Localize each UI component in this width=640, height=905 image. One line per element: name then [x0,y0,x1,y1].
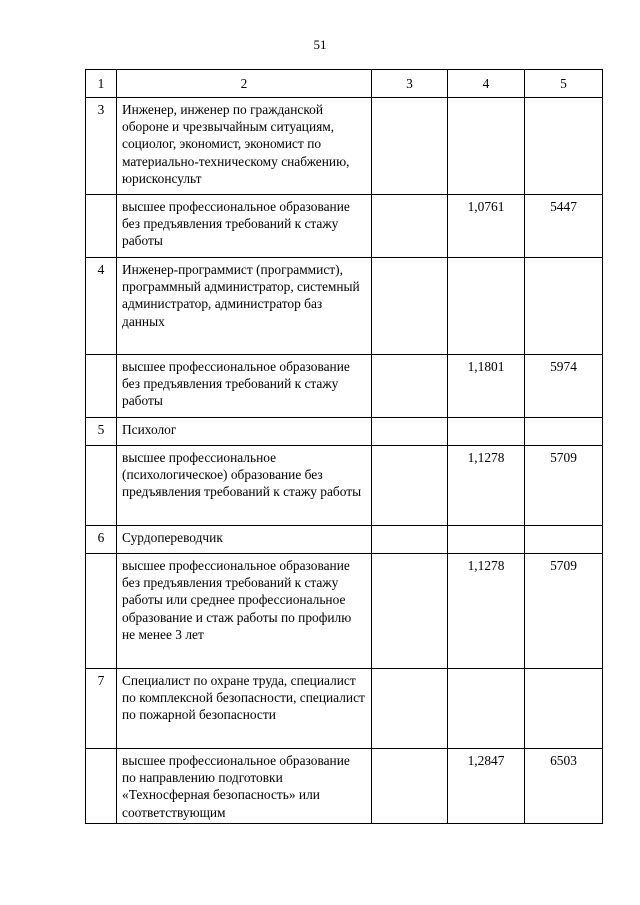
row-col3-cell [372,355,448,418]
row-col3-cell [372,195,448,258]
table-header-row [86,70,603,98]
row-description-cell: высшее профессиональное образование без предъявления требований к стажу работы [117,355,372,418]
row-salary-cell [525,526,603,554]
row-salary-cell [525,418,603,446]
row-salary-cell: 5974 [525,355,603,418]
row-col3-cell [372,258,448,355]
row-coefficient-cell: 1,1278 [448,554,525,669]
row-col3-cell [372,446,448,526]
row-coefficient-cell [448,258,525,355]
row-col3-cell [372,526,448,554]
document-table [85,69,603,824]
row-number-cell: 4 [86,258,117,355]
row-col3-cell [372,669,448,749]
header-cell-col2: 2 [117,70,372,98]
row-description-cell: Инженер, инженер по гражданской обороне и чрезвычайным ситуациям, социолог, экономист, экономист по материально-техническому снабжению, юрисконсульт [117,98,372,195]
row-col3-cell [372,749,448,824]
row-col3-cell [372,98,448,195]
row-coefficient-cell [448,526,525,554]
row-number-cell [86,749,117,824]
row-description-cell: высшее профессиональное образование по направлению подготовки «Техносферная безопасность» или соответствующим [117,749,372,824]
row-salary-cell: 6503 [525,749,603,824]
header-cell-col3: 3 [372,70,448,98]
row-salary-cell: 5447 [525,195,603,258]
row-description-cell: Специалист по охране труда, специалист по комплексной безопасности, специалист по пожарной безопасности [117,669,372,749]
row-salary-cell: 5709 [525,554,603,669]
page-number: 51 [313,37,327,52]
row-description-cell: высшее профессиональное образование без предъявления требований к стажу работы или среднее профессиональное образование и стаж работы по профилю не менее 3 лет [117,554,372,669]
row-salary-cell [525,669,603,749]
row-description-cell: Инженер-программист (программист), программный администратор, системный администратор, администратор баз данных [117,258,372,355]
table-row-requirement [86,749,603,824]
row-description-cell: высшее профессиональное образование без предъявления требований к стажу работы [117,195,372,258]
header-cell-col5: 5 [525,70,603,98]
table-row-requirement [86,554,603,669]
row-number-cell: 7 [86,669,117,749]
row-col3-cell [372,418,448,446]
table-row-position [86,669,603,749]
row-salary-cell [525,258,603,355]
row-number-cell [86,446,117,526]
row-number-cell [86,195,117,258]
row-number-cell: 6 [86,526,117,554]
table-row-position [86,526,603,554]
table-row-requirement [86,195,603,258]
row-coefficient-cell [448,669,525,749]
table-row-position [86,418,603,446]
row-coefficient-cell [448,418,525,446]
row-number-cell: 3 [86,98,117,195]
row-col3-cell [372,554,448,669]
row-description-cell: Сурдопереводчик [117,526,372,554]
row-description-cell: высшее профессиональное (психологическое) образование без предъявления требований к стажу работы [117,446,372,526]
row-coefficient-cell [448,98,525,195]
header-cell-col4: 4 [448,70,525,98]
table-row-requirement [86,446,603,526]
row-number-cell [86,554,117,669]
row-coefficient-cell: 1,1801 [448,355,525,418]
header-cell-col1: 1 [86,70,117,98]
row-salary-cell [525,98,603,195]
table-row-requirement [86,355,603,418]
table-row-position [86,98,603,195]
row-coefficient-cell: 1,2847 [448,749,525,824]
table-row-position [86,258,603,355]
row-number-cell [86,355,117,418]
row-number-cell: 5 [86,418,117,446]
row-coefficient-cell: 1,0761 [448,195,525,258]
row-salary-cell: 5709 [525,446,603,526]
row-coefficient-cell: 1,1278 [448,446,525,526]
row-description-cell: Психолог [117,418,372,446]
